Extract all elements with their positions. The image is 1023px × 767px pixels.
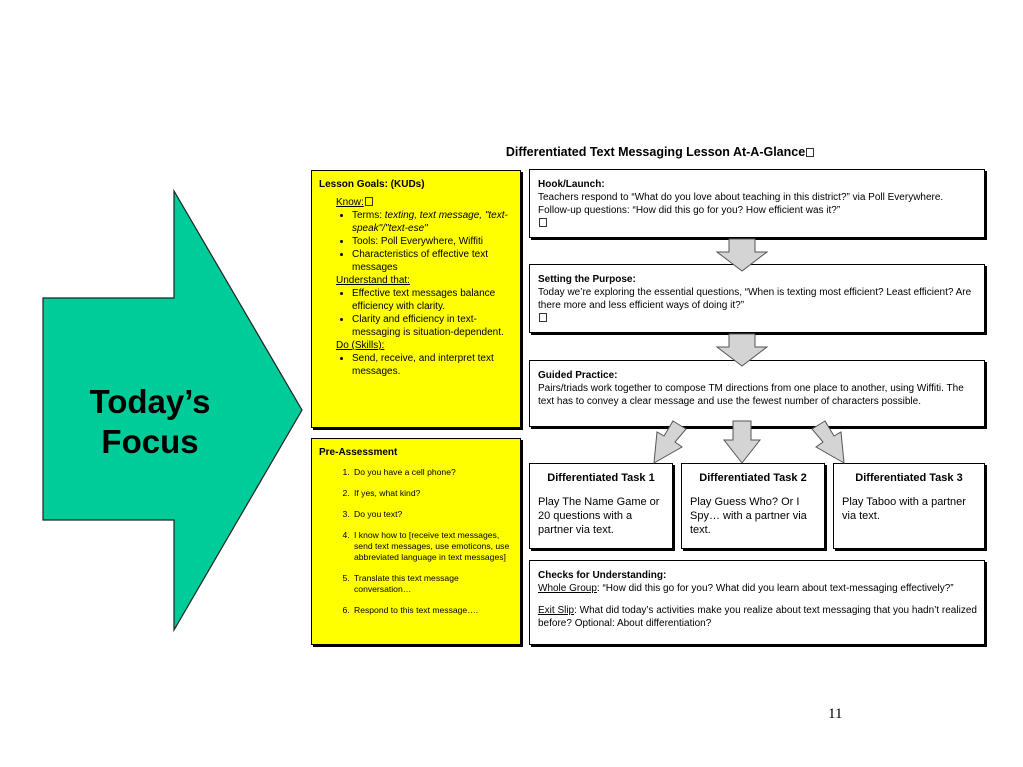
task-box-2 — [681, 463, 825, 549]
checks-understanding-box — [529, 560, 985, 645]
task-box-1 — [529, 463, 673, 549]
know-list — [336, 209, 513, 274]
page-title: Differentiated Text Messaging Lesson At-A-Glance — [470, 145, 850, 159]
understand-item: • Effective text messages balance efficiency with clarity. — [352, 287, 513, 313]
lesson-goals-heading: Lesson Goals: (KUDs) — [319, 179, 425, 190]
exit-slip-text: : What did today’s activities make you realize about text messaging that you hadn’t realized before? Optional: About differentiation? — [538, 605, 977, 629]
know-item: • Tools: Poll Everywhere, Wiffiti — [352, 235, 513, 248]
hook-text: Teachers respond to “What do you love about teaching in this district?” via Poll Everywhere. Follow-up questions: “How did this go for you? How efficient was it?” — [538, 192, 944, 216]
understand-list — [336, 287, 513, 339]
task-2-title: Differentiated Task 2 — [699, 472, 807, 484]
pre-assessment-item: 3. Do you text? — [352, 509, 513, 520]
hook-heading: Hook/Launch: — [538, 179, 605, 190]
purpose-text: Today we’re exploring the essential questions, “When is texting most efficient? Least efficient? Are there more and less efficient ways of doing it?” — [538, 287, 972, 311]
do-item: • Send, receive, and interpret text messages. — [352, 352, 513, 378]
down-right-arrow-icon — [810, 420, 850, 464]
todays-focus-label — [60, 382, 240, 462]
task-2-text: Play Guess Who? Or I Spy… with a partner via text. — [690, 496, 807, 536]
understand-item: • Clarity and efficiency in text-messaging is situation-dependent. — [352, 313, 513, 339]
focus-line-2: Focus — [101, 423, 199, 460]
pre-assessment-item: 4. I know how to [receive text messages, send text messages, use emoticons, use abbreviated language in text messages] — [352, 530, 513, 563]
guided-practice-box — [529, 360, 985, 427]
purpose-heading: Setting the Purpose: — [538, 274, 636, 285]
do-list — [336, 352, 513, 378]
exit-slip-line — [538, 604, 977, 630]
pre-assessment-list — [319, 467, 513, 616]
page-number: 11 — [828, 706, 843, 722]
do-label: Do (Skills): — [336, 340, 385, 351]
task-3-text: Play Taboo with a partner via text. — [842, 496, 966, 522]
down-left-arrow-icon — [648, 420, 688, 464]
task-3-title: Differentiated Task 3 — [855, 472, 963, 484]
pre-assessment-item: 1. Do you have a cell phone? — [352, 467, 513, 478]
know-item: • Characteristics of effective text messages — [352, 248, 513, 274]
whole-group-label: Whole Group — [538, 583, 597, 594]
focus-line-1: Today’s — [89, 383, 211, 420]
checks-heading: Checks for Understanding: — [538, 570, 667, 581]
pre-assessment-item: 6. Respond to this text message…. — [352, 605, 513, 616]
pre-assessment-box — [311, 438, 521, 645]
down-arrow-icon — [722, 420, 762, 464]
hook-launch-box — [529, 169, 985, 238]
task-box-3 — [833, 463, 985, 549]
whole-group-text: : “How did this go for you? What did you learn about text-messaging effectively?” — [596, 583, 954, 594]
task-1-title: Differentiated Task 1 — [547, 472, 655, 484]
pre-assessment-item: 5. Translate this text message conversation… — [352, 573, 513, 595]
glyph-box-icon — [806, 148, 814, 157]
guided-text: Pairs/triads work together to compose TM directions from one place to another, using Wiffiti. The text has to convey a clear message and use the fewest number of characters possible. — [538, 383, 964, 407]
know-item: • Terms: texting, text message, "text-speak"/"text-ese" — [352, 209, 513, 235]
pre-assessment-item: 2. If yes, what kind? — [352, 488, 513, 499]
know-label: Know: — [336, 196, 513, 209]
lesson-goals-box — [311, 170, 521, 428]
glyph-box-icon — [539, 218, 547, 227]
whole-group-line — [538, 582, 977, 595]
down-arrow-icon — [715, 238, 769, 272]
glyph-box-icon — [539, 313, 547, 322]
kud-body — [336, 196, 513, 378]
guided-heading: Guided Practice: — [538, 370, 618, 381]
exit-slip-label: Exit Slip — [538, 605, 575, 616]
glyph-box-icon — [365, 197, 373, 206]
down-arrow-icon — [715, 333, 769, 367]
task-1-text: Play The Name Game or 20 questions with a partner via text. — [538, 496, 660, 536]
setting-purpose-box — [529, 264, 985, 333]
understand-label: Understand that: — [336, 275, 410, 286]
pre-assessment-heading: Pre-Assessment — [319, 447, 398, 458]
